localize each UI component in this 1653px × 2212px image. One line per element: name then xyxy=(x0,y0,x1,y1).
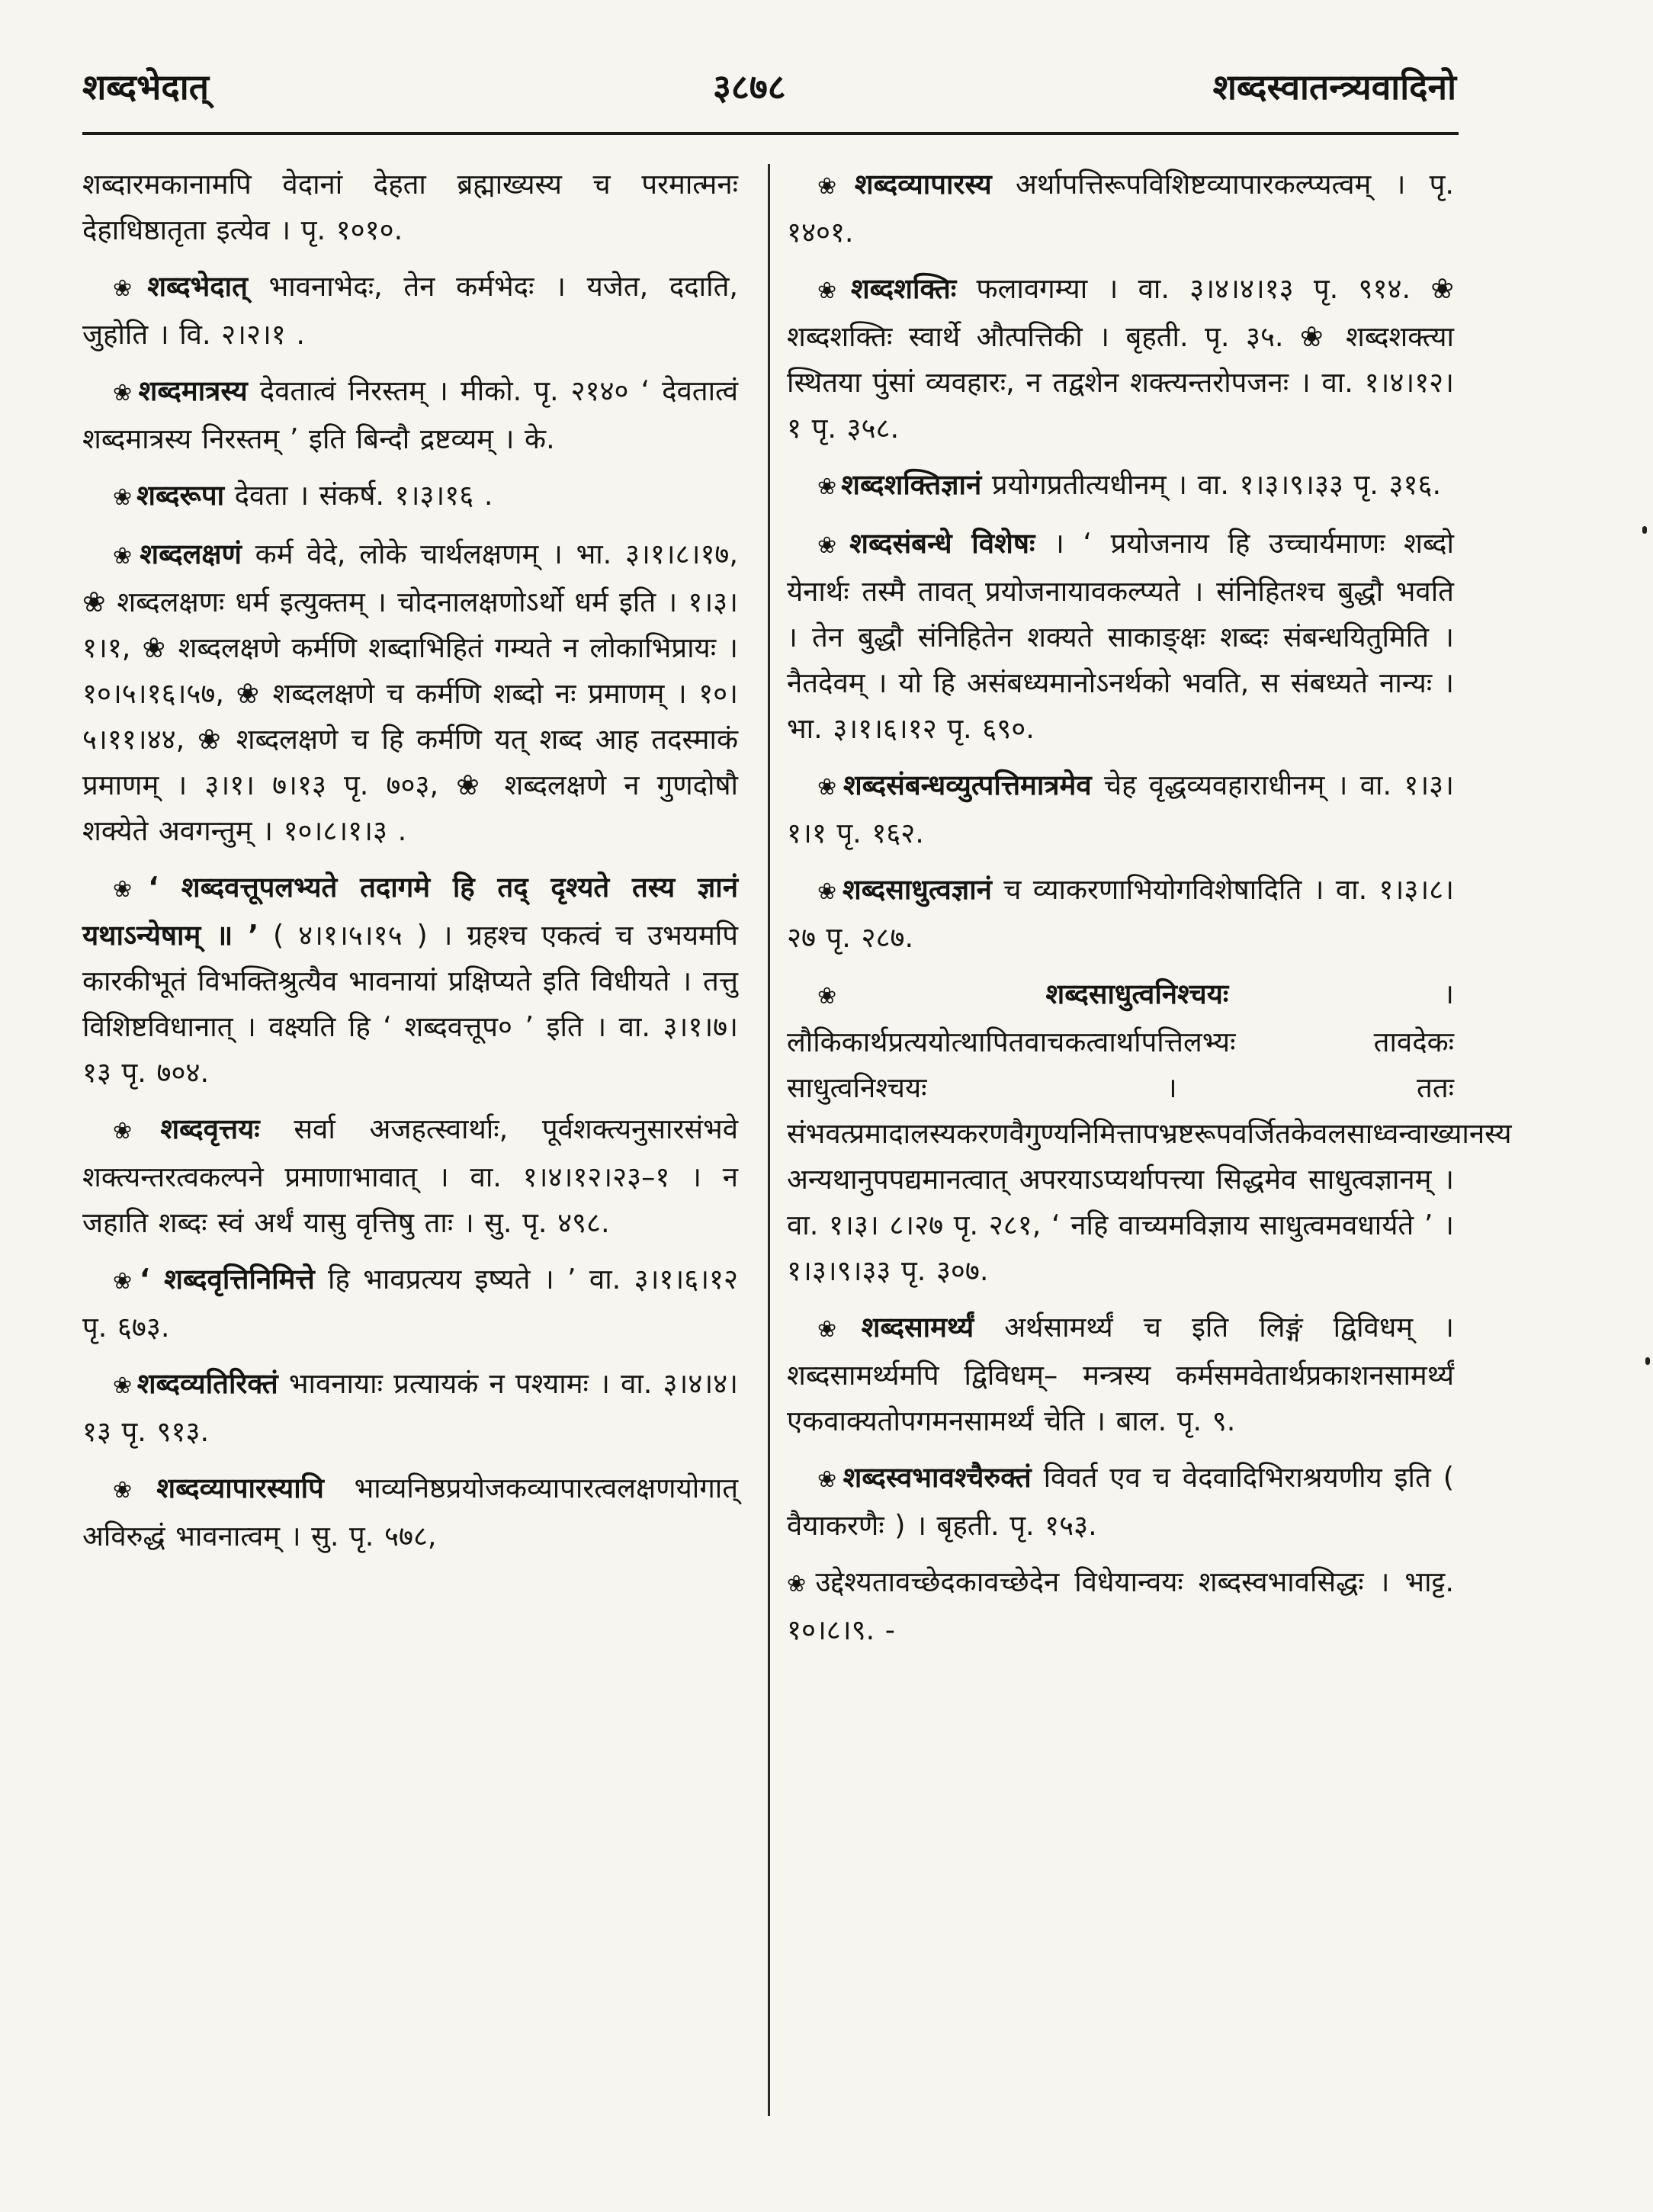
entry-text: भाव्यनिष्ठप्रयोजकव्यापारत्वलक्षणयोगात् अविरुद्धं भावनात्वम् । सु. पृ. ५७८, xyxy=(82,1472,739,1552)
dictionary-entry xyxy=(787,521,1454,752)
entry-marker-icon: ❀ xyxy=(113,543,136,570)
entry-headword: शब्दशक्तिज्ञानं xyxy=(841,468,982,501)
entry-headword: शब्दसाधुत्वनिश्चयः xyxy=(1045,978,1229,1010)
entry-marker-icon: ❀ xyxy=(113,380,134,406)
entry-text: अर्थापत्तिरूपविशिष्टव्यापारकल्प्यत्वम् । पृ. १४०१. xyxy=(787,168,1454,249)
entry-marker-icon: ❀ xyxy=(817,1316,857,1343)
entry-headword: शब्दभेदात् xyxy=(147,270,248,303)
dictionary-entry xyxy=(82,1257,738,1350)
entry-marker-icon: ❀ xyxy=(817,1466,839,1493)
dictionary-entry xyxy=(82,162,738,253)
dictionary-entry xyxy=(787,266,1454,451)
page-number: ३८७८ xyxy=(713,66,786,108)
dictionary-entry xyxy=(82,1106,738,1246)
dictionary-entry xyxy=(787,762,1454,856)
entry-marker-icon: ❀ xyxy=(113,876,144,903)
dictionary-entry xyxy=(787,867,1454,961)
dictionary-entry xyxy=(787,162,1454,255)
entry-marker-icon: ❀ xyxy=(817,983,1042,1010)
entry-marker-icon: ❀ xyxy=(113,1118,156,1145)
entry-marker-icon: ❀ xyxy=(113,1268,135,1295)
entry-text: भावनायाः प्रत्यायकं न पश्यामः । वा. ३।४।४।१३ पृ. ९१३. xyxy=(82,1367,739,1448)
entry-text: हि भावप्रत्यय इष्यते । ’ वा. ३।१।६।१२ पृ. ६७३. xyxy=(82,1263,738,1344)
entry-marker-icon: ❀ xyxy=(113,275,143,302)
entry-text: उद्देश्यतावच्छेदकावच्छेदेन विधेयान्वयः शब्दस्वभावसिद्धः । भाट्ट. १०।८।९. - xyxy=(787,1565,1454,1646)
dictionary-entry xyxy=(82,1466,738,1559)
entry-headword: शब्दसामर्थ्यं xyxy=(861,1311,974,1344)
entry-headword: शब्दलक्षणं xyxy=(140,538,242,570)
dictionary-entry xyxy=(82,531,738,854)
right-column xyxy=(787,162,1512,1664)
entry-marker-icon: ❀ xyxy=(817,878,838,905)
scan-edge xyxy=(1623,0,1653,2212)
entry-text: शब्दारमकानामपि वेदानां देहता ब्रह्माख्यस्य च परमात्मनः देहाधिष्ठातृता इत्येव । पृ. १०१०. xyxy=(82,168,738,246)
dictionary-entry xyxy=(82,865,738,1096)
entry-headword: शब्दव्यतिरिक्तं xyxy=(136,1367,278,1400)
dictionary-entry xyxy=(82,368,738,462)
dictionary-entry xyxy=(787,462,1454,510)
entry-text: देवतात्वं निरस्तम् । मीको. पृ. २१४० ‘ देवतात्वं शब्दमात्रस्य निरस्तम् ’ इति बिन्दौ द्रष्टव्यम् । के. xyxy=(82,374,738,455)
entry-headword: शब्दसंबन्धे विशेषः xyxy=(849,527,1035,560)
entry-text: भावनाभेदः, तेन कर्मभेदः । यजेत, ददाति, जुहोति । वि. २।२।१ . xyxy=(82,270,738,351)
dictionary-entry xyxy=(787,1559,1454,1653)
entry-marker-icon: ❀ xyxy=(817,173,850,200)
column-divider xyxy=(768,164,770,2116)
entry-marker-icon: ❀ xyxy=(113,1477,152,1504)
entry-headword: ‘ शब्दवत्तूपलभ्यते तदागमे हि तद् दृश्यते तस्य ज्ञानं यथाऽन्येषाम् ॥ ’ xyxy=(82,871,739,952)
entry-text: फलावगम्या । वा. ३।४।४।१३ पृ. ९१४. ❀ शब्दशक्तिः स्वार्थे औत्पत्तिकी । बृहती. पृ. ३५. ❀ शब्दशक्त्या स्थितया पुंसां व्यवहारः, न तद्वशेन शक्त्यन्तरोपजनः । वा. १।४।१२।१ पृ. ३५८. xyxy=(787,272,1454,445)
entry-text: । लौकिकार्थप्रत्ययोत्थापितवाचकत्वार्थापत्तिलभ्यः तावदेकः साधुत्वनिश्चयः । ततः संभवत्प्रमादालस्यकरणवैगुण्यनिमित्तापभ्रष्टरूपवर्जितकेवलसाध्वन्वाख्यानस्य अन्यथानुपपद्यमानत्वात् अपरयाऽप्यर्थापत्त्या सिद्धमेव साधुत्वज्ञानम् । वा. १।३। ८।२७ पृ. २८१, ‘ नहि वाच्यमविज्ञाय साधुत्वमवधार्यते ’ । १।३।९।३३ पृ. ३०७. xyxy=(787,978,1512,1287)
entry-marker-icon: ❀ xyxy=(113,484,133,511)
dictionary-entry xyxy=(787,1455,1454,1549)
entry-headword: शब्दव्यापारस्यापि xyxy=(156,1472,324,1504)
entry-marker-icon: ❀ xyxy=(817,774,839,801)
header-right-word: शब्दस्वातन्त्र्यवादिनो xyxy=(1212,66,1456,108)
entry-text: ( ४।१।५।१५ ) । ग्रहश्च एकत्वं च उभयमपि कारकीभूतं विभक्तिश्रुत्यैव भावनायां प्रक्षिप्यते इति विधीयते । तत्तु विशिष्टविधानात् । वक्ष्यति हि ‘ शब्दवत्तूप० ’ इति । वा. ३।१।७।१३ पृ. ७०४. xyxy=(82,919,739,1089)
entry-text: अर्थसामर्थ्यं च इति लिङ्गं द्विविधम् । शब्दसामर्थ्यमपि द्विविधम्– मन्त्रस्य कर्मसमवेतार्थप्रकाशनसामर्थ्यं एकवाक्यतोपगमनसामर्थ्यं चेति । बाल. पृ. ९. xyxy=(787,1311,1454,1437)
entry-headword: शब्दरूपा xyxy=(136,479,225,512)
dictionary-entry xyxy=(82,1361,738,1455)
header-rule xyxy=(82,132,1459,135)
dictionary-entry xyxy=(787,1305,1454,1444)
header-left-word: शब्दभेदात् xyxy=(82,66,209,108)
entry-text: सर्वा अजहत्स्वार्थाः, पूर्वशक्त्यनुसारसंभवे शक्त्यन्तरत्वकल्पने प्रमाणाभावात् । वा. १।४।१२।२३–१ । न जहाति शब्दः स्वं अर्थं यासु वृत्तिषु ताः । सु. पृ. ४९८. xyxy=(82,1112,738,1239)
entry-marker-icon: ❀ xyxy=(817,474,837,500)
entry-marker-icon: ❀ xyxy=(113,1372,133,1399)
dictionary-entry xyxy=(82,264,738,358)
left-column xyxy=(82,162,738,1570)
entry-headword: शब्दमात्रस्य xyxy=(138,374,248,407)
dictionary-entry xyxy=(82,473,738,521)
entry-text: देवता । संकर्ष. १।३।१६ . xyxy=(234,479,493,512)
entry-headword: शब्दसंबन्धव्युत्पत्तिमात्रमेव xyxy=(843,769,1092,801)
entry-marker-icon: ❀ xyxy=(817,278,846,304)
entry-headword: ‘ शब्दवृत्तिनिमित्ते xyxy=(139,1263,315,1295)
entry-headword: शब्दस्वभावश्चैरुक्तं xyxy=(843,1461,1032,1494)
entry-marker-icon: ❀ xyxy=(817,532,846,559)
entry-headword: शब्दव्यापारस्य xyxy=(854,168,992,201)
running-header xyxy=(76,63,1456,116)
entry-headword: शब्दसाधुत्वज्ञानं xyxy=(842,873,992,906)
entry-text: कर्म वेदे, लोके चार्थलक्षणम् । भा. ३।१।८।१७, ❀ शब्दलक्षणः धर्म इत्युक्तम् । चोदनालक्षणोऽर्थो धर्म इति । १।३।१।१, ❀ शब्दलक्षणे कर्मणि शब्दाभिहितं गम्यते न लोकाभिप्रायः । १०।५।१६।५७, ❀ शब्दलक्षणे च कर्मणि शब्दो नः प्रमाणम् । १०।५।११।४४, ❀ शब्दलक्षणे च हि कर्मणि यत् शब्द आह तदस्माकं प्रमाणम् । ३।१। ७।१३ पृ. ७०३, ❀ शब्दलक्षणे न गुणदोषौ शक्येते अवगन्तुम् । १०।८।१।३ . xyxy=(82,538,739,847)
dictionary-entry xyxy=(787,971,1512,1294)
entry-text: । ‘ प्रयोजनाय हि उच्चार्यमाणः शब्दो येनार्थः तस्मै तावत् प्रयोजनायावकल्प्यते । संनिहितश्च बुद्धौ भवति । तेन बुद्धौ संनिहितेन शक्यते साकाङ्क्षः शब्दः संबन्धयितुमिति । नैतदेवम् । यो हि असंबध्यमानोऽनर्थको भवति, स संबध्यते नान्यः । भा. ३।१।६।१२ पृ. ६९०. xyxy=(787,527,1454,745)
entry-headword: शब्दशक्तिः xyxy=(850,272,957,305)
entry-text: चेह वृद्धव्यवहाराधीनम् । वा. १।३।१।१ पृ. १६२. xyxy=(787,769,1454,849)
entry-text: प्रयोगप्रतीत्यधीनम् । वा. १।३।९।३३ पृ. ३१६. xyxy=(991,468,1442,501)
entry-text: विवर्त एव च वेदवादिभिराश्रयणीय इति ( वैयाकरणैः ) । बृहती. पृ. १५३. xyxy=(787,1461,1455,1542)
entry-text: च व्याकरणाभियोगविशेषादिति । वा. १।३।८।२७ पृ. २८७. xyxy=(787,873,1454,954)
entry-marker-icon: ❀ xyxy=(787,1571,811,1597)
entry-headword: शब्दवृत्तयः xyxy=(160,1112,260,1145)
